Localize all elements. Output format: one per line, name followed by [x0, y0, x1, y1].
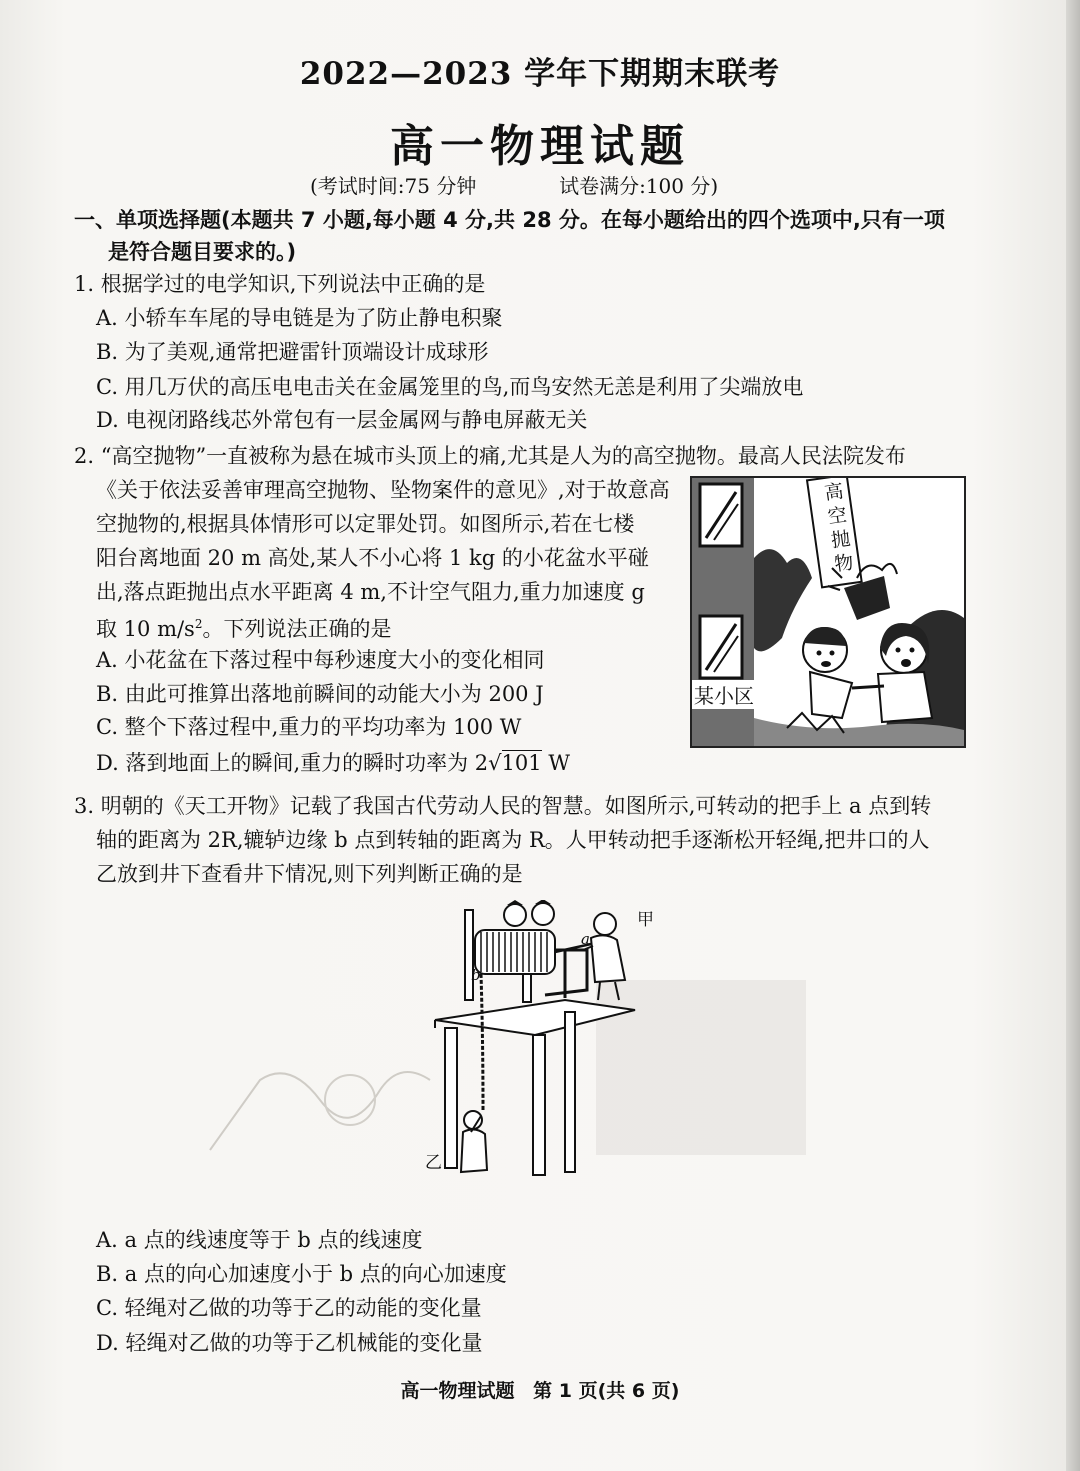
person-jia [594, 913, 616, 935]
q2-option-d-radicand: 101 [501, 751, 542, 775]
q3-stem-line3: 乙放到井下查看井下情况,则下列判断正确的是 [96, 862, 523, 886]
q2-stem-line6-post: 。下列说法正确的是 [202, 617, 392, 641]
subject-title: 高一物理试题 [390, 121, 690, 172]
q1-option-d: D. 电视闭路线芯外常包有一层金属网与静电屏蔽无关 [96, 408, 588, 432]
section-heading [74, 204, 974, 268]
q3-illustration [415, 900, 660, 1185]
footer-subject: 高一物理试题 [400, 1380, 515, 1402]
q3-option-d: D. 轻绳对乙做的功等于乙机械能的变化量 [96, 1331, 483, 1355]
q2-option-d [96, 749, 570, 777]
q1-option-c: C. 用几万伏的高压电电击关在金属笼里的鸟,而鸟安然无恙是利用了尖端放电 [96, 375, 804, 399]
time-info: (考试时间:75 分钟 [310, 174, 477, 198]
section-heading-line2: 是符合题目要求的。) [108, 240, 297, 264]
exam-title: 2022—2023 学年下期期末联考 [299, 56, 781, 92]
q2-stem-line6-sup: 2 [194, 617, 203, 631]
section-heading-line1: 一、单项选择题(本题共 7 小题,每小题 4 分,共 28 分。在每小题给出的四个选项中,只有一项 [74, 208, 945, 232]
q1-stem: 1. 根据学过的电学知识,下列说法中正确的是 [74, 272, 486, 296]
label-jia: 甲 [637, 910, 654, 930]
q1-option-b: B. 为了美观,通常把避雷针顶端设计成球形 [96, 340, 489, 364]
frame-post-left [465, 910, 473, 1000]
footer-page: 第 1 页(共 6 页) [533, 1380, 680, 1402]
q2-stem-line6 [96, 610, 391, 643]
q3-option-b: B. a 点的向心加速度小于 b 点的向心加速度 [96, 1262, 507, 1286]
page-footer [0, 1376, 1080, 1403]
q3-stem-line2: 轴的距离为 2R,辘轳边缘 b 点到转轴的距离为 R。人甲转动把手逐渐松开轻绳,把井口的人 [96, 828, 930, 852]
label-b: b [471, 966, 481, 984]
well-wall-left [445, 1028, 457, 1168]
q2-stem-line3: 空抛物的,根据具体情形可以定罪处罚。如图所示,若在七楼 [96, 512, 635, 536]
q2-option-b: B. 由此可推算出落地前瞬间的动能大小为 200 J [96, 682, 544, 706]
q2-stem-line2: 《关于依法妥善审理高空抛物、坠物案件的意见》,对于故意高 [96, 478, 670, 502]
well-platform [435, 1000, 635, 1035]
label-yi: 乙 [425, 1153, 442, 1173]
q2-option-d-unit: W [541, 751, 570, 775]
q1-option-a: A. 小轿车车尾的导电链是为了防止静电积聚 [96, 306, 503, 330]
q2-option-c: C. 整个下落过程中,重力的平均功率为 100 W [96, 715, 522, 739]
q2-stem-line6-pre: 取 10 m/s [96, 617, 195, 641]
q2-illustration [690, 476, 966, 748]
q2-option-a: A. 小花盆在下落过程中每秒速度大小的变化相同 [96, 648, 545, 672]
q3-option-c: C. 轻绳对乙做的功等于乙的动能的变化量 [96, 1296, 482, 1320]
score-info: 试卷满分:100 分) [559, 174, 719, 198]
q3-stem-line1: 3. 明朝的《天工开物》记载了我国古代劳动人民的智慧。如图所示,可转动的把手上 a 点到转 [74, 794, 932, 818]
well-wall-right [533, 1035, 545, 1175]
q2-stem-line5: 出,落点距抛出点水平距离 4 m,不计空气阻力,重力加速度 g [96, 580, 645, 604]
sqrt-symbol: √ [488, 751, 502, 775]
label-a: a [581, 930, 590, 948]
windlass-svg [415, 900, 660, 1185]
community-sign: 某小区 [692, 680, 756, 709]
bush-left [754, 549, 812, 651]
exam-info [310, 170, 718, 199]
q2-stem-line1: 2. “高空抛物”一直被称为悬在城市头顶上的痛,尤其是人为的高空抛物。最高人民法院发布 [74, 444, 906, 468]
q2-option-d-text: D. 落到地面上的瞬间,重力的瞬时功率为 2 [96, 751, 489, 775]
page-edge-shadow [1066, 0, 1080, 1471]
banner-text: 高空抛物 [823, 480, 855, 576]
rope [481, 974, 483, 1110]
q3-option-a: A. a 点的线速度等于 b 点的线速度 [96, 1228, 423, 1252]
q2-stem-line4: 阳台离地面 20 m 高处,某人不小心将 1 kg 的小花盆水平碰 [96, 546, 649, 570]
